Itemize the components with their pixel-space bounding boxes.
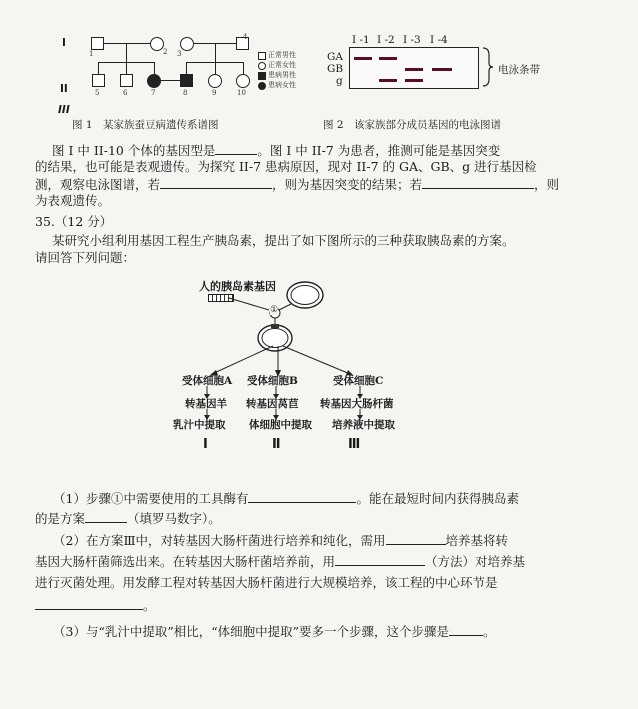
individual-number: 8: [183, 89, 188, 97]
scheme-ii-label: Ⅱ: [272, 437, 281, 452]
answer-blank[interactable]: [335, 553, 425, 566]
row-label-gb: GB: [327, 63, 344, 75]
figure2-caption: 图 2 该家族部分成员基因的电泳图谱: [323, 119, 502, 131]
individual-number: 7: [151, 89, 156, 97]
answer-blank[interactable]: [386, 532, 446, 545]
individual-number: 4: [243, 33, 248, 41]
individual-ii-7: [147, 74, 161, 88]
individual-ii-6: [120, 74, 133, 87]
gel-band: [354, 57, 372, 60]
receptor-cell-c: 受体细胞C: [333, 375, 384, 387]
answer-blank[interactable]: [248, 490, 356, 503]
individual-number: 10: [237, 89, 246, 97]
scheme-i-label: Ⅰ: [203, 437, 208, 452]
legend-normal-male: 正常男性: [268, 51, 296, 59]
gel-band: [405, 68, 423, 71]
individual-number: 1: [89, 50, 94, 58]
individual-ii-10: [236, 74, 250, 88]
lane-label-i-2: I -2: [377, 34, 395, 46]
answer-blank[interactable]: [85, 510, 127, 523]
answer-blank[interactable]: [160, 176, 272, 189]
row-label-ga: GA: [327, 51, 343, 63]
question-35-header: 35.（12 分）: [35, 214, 113, 229]
individual-i-2: [150, 37, 164, 51]
gel-band: [405, 79, 423, 82]
legend-affected-female: 患病女性: [268, 81, 296, 89]
lane-label-i-3: I -3: [403, 34, 421, 46]
step-marker: ①: [270, 305, 279, 315]
individual-ii-5: [92, 74, 105, 87]
transgenic-lettuce: 转基因莴苣: [246, 398, 299, 410]
extract-from-milk: 乳汁中提取: [173, 419, 226, 431]
figure1-caption: 图 1 某家族蚕豆病遗传系谱图: [72, 119, 219, 131]
generation-label-iii: III: [58, 104, 70, 116]
gel-band: [379, 57, 397, 60]
band-label: 电泳条带: [498, 64, 540, 76]
individual-number: 6: [123, 89, 128, 97]
question-35-intro: 某研究小组利用基因工程生产胰岛素，提出了如下图所示的三种获取胰岛素的方案。: [52, 233, 515, 248]
individual-number: 9: [212, 89, 217, 97]
receptor-cell-a: 受体细胞A: [182, 375, 233, 387]
individual-number: 2: [163, 48, 168, 56]
lane-label-i-4: I -4: [430, 34, 448, 46]
individual-i-3: [180, 37, 194, 51]
legend-normal-female: 正常女性: [268, 61, 296, 69]
answer-blank[interactable]: [449, 623, 483, 636]
descent-line: [154, 62, 155, 74]
gel-band: [379, 79, 397, 82]
generation-label-i: I: [62, 37, 66, 49]
individual-number: 3: [177, 50, 182, 58]
descent-line: [126, 62, 127, 74]
lane-label-i-1: I -1: [352, 34, 370, 46]
descent-line: [215, 62, 216, 74]
individual-number: 5: [95, 89, 100, 97]
answer-blank[interactable]: [215, 142, 257, 155]
extract-from-culture-medium: 培养液中提取: [332, 419, 395, 431]
answer-blank[interactable]: [422, 176, 534, 189]
extract-from-somatic-cells: 体细胞中提取: [249, 419, 312, 431]
row-label-g: g: [336, 75, 343, 87]
descent-line: [98, 62, 99, 74]
answer-blank[interactable]: [35, 597, 143, 610]
descent-line: [126, 44, 127, 62]
individual-ii-8: [180, 74, 193, 87]
descent-line: [215, 44, 216, 62]
descent-line: [186, 62, 187, 74]
transgenic-sheep: 转基因羊: [185, 398, 227, 410]
scheme-iii-label: Ⅲ: [348, 437, 361, 452]
receptor-cell-b: 受体细胞B: [247, 375, 298, 387]
generation-label-ii: II: [60, 83, 68, 95]
descent-line: [243, 62, 244, 74]
marriage-line: [161, 80, 180, 81]
legend-affected-male: 患病男性: [268, 71, 296, 79]
band-brace: [481, 47, 495, 87]
gene-label: 人的胰岛素基因: [199, 280, 276, 293]
individual-ii-9: [208, 74, 222, 88]
gel-band: [432, 68, 452, 71]
individual-i-1: [91, 37, 104, 50]
transgenic-e-coli: 转基因大肠杆菌: [320, 398, 394, 410]
